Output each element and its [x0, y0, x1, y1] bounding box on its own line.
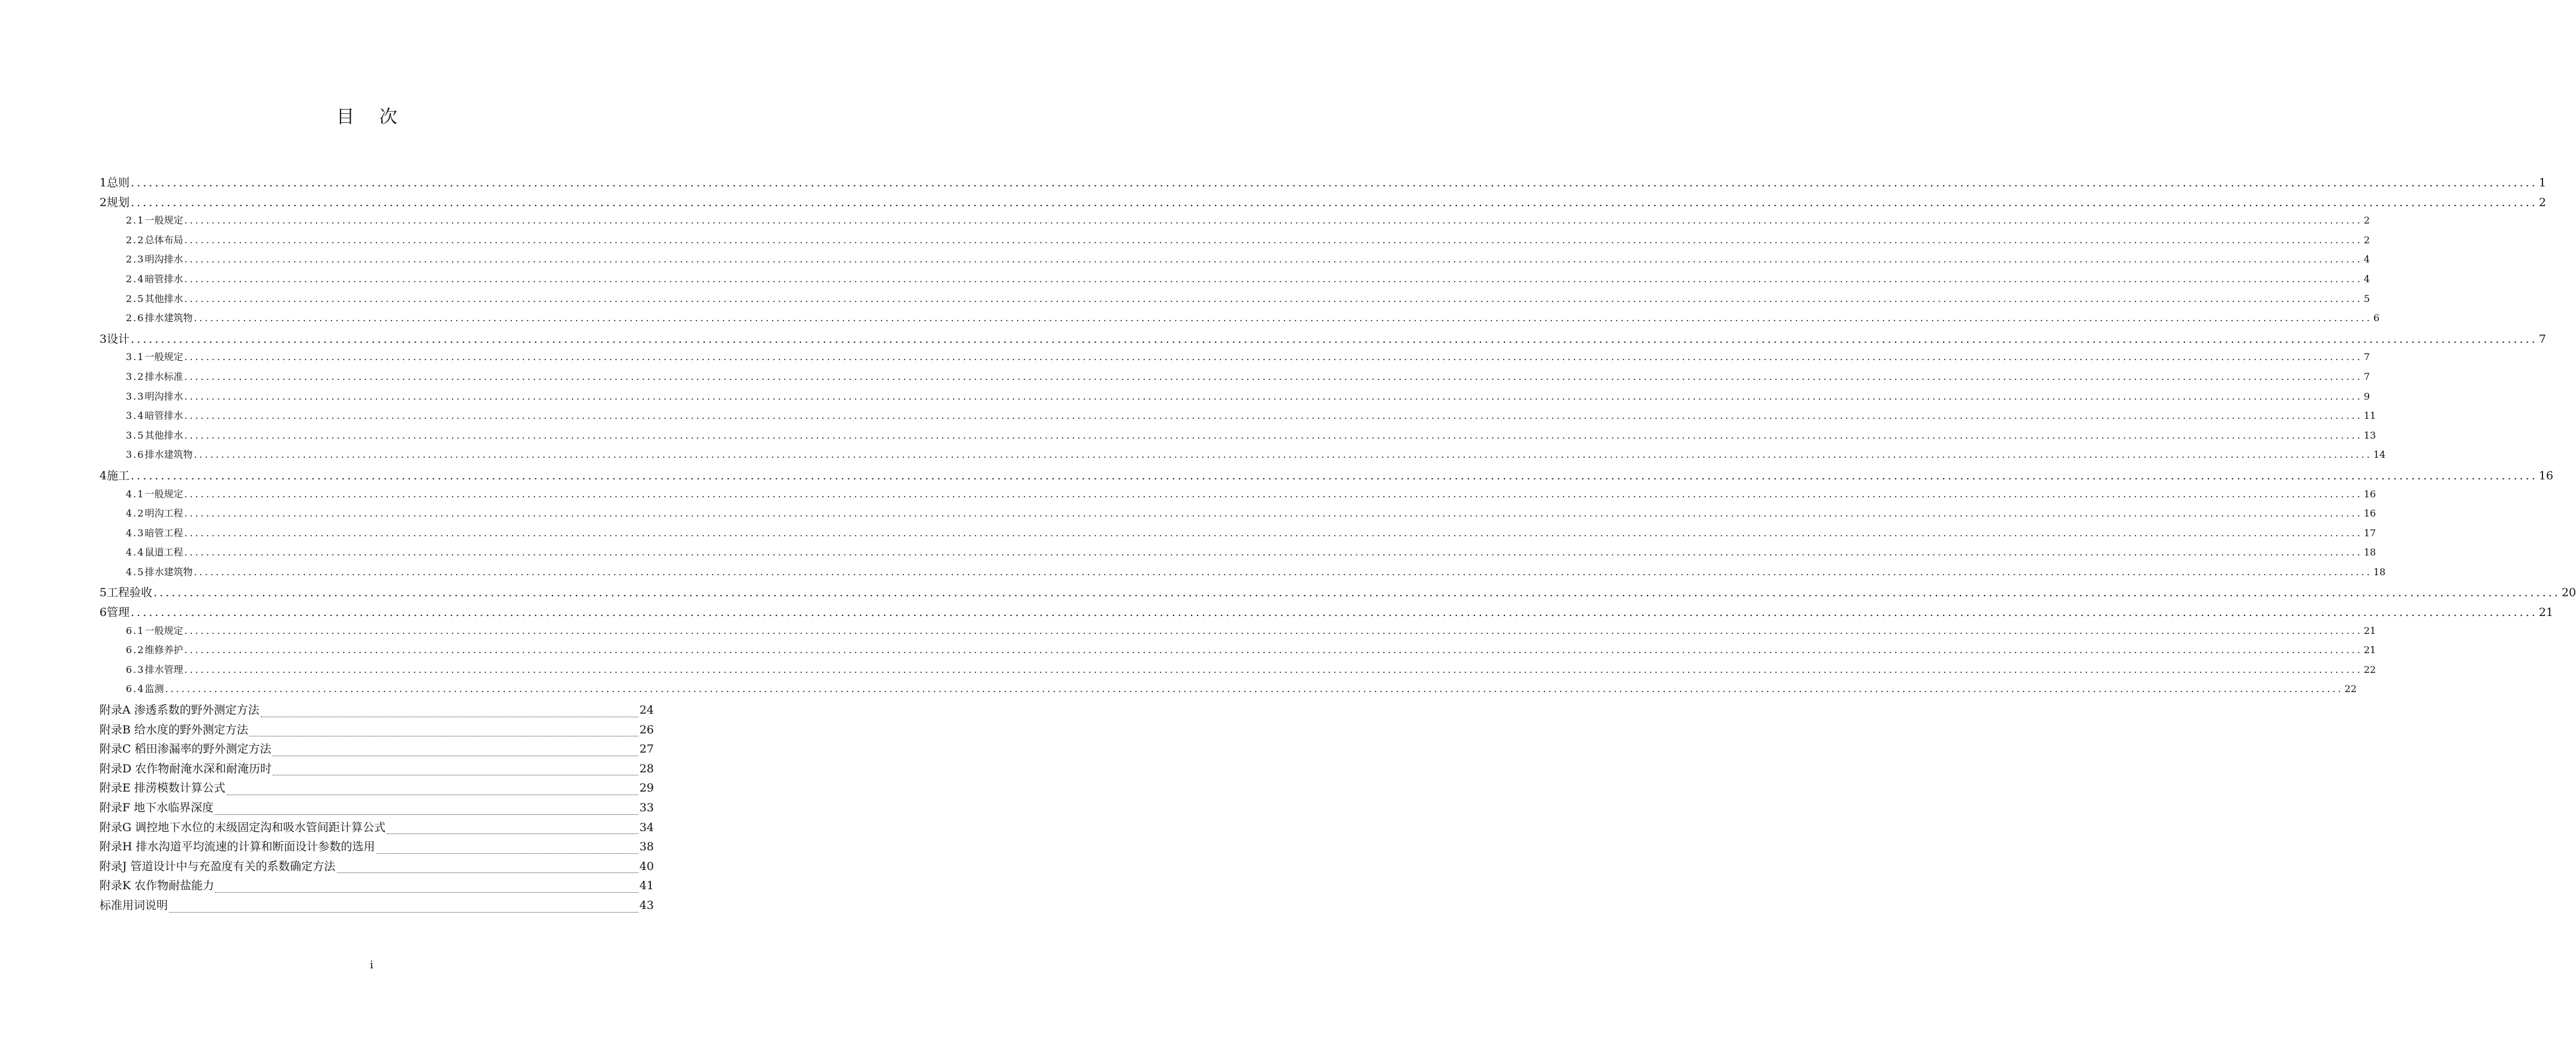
toc-entry[interactable]	[99, 506, 2376, 526]
toc-entry-title: 排水建筑物	[144, 449, 193, 461]
dot-leader	[169, 911, 638, 913]
dot-leader: ................................................................................................................................................................................................................................................................................................................................................................................................................	[184, 390, 2363, 402]
toc-entry[interactable]	[99, 330, 2547, 350]
toc-entry-number: 4.2	[126, 508, 145, 520]
toc-entry-title: 规划	[107, 195, 130, 209]
dot-leader: ................................................................................................................................................................................................................................................................................................................................................................................................................	[184, 253, 2363, 265]
toc-entry-title: 排水建筑物	[144, 312, 193, 324]
toc-entry-number: 2	[99, 195, 107, 209]
toc-entry-number: 4.5	[126, 566, 145, 578]
toc-entry-page: 16	[2363, 488, 2376, 500]
toc-entry-number: 2.5	[126, 292, 145, 304]
toc-entry-page: 21	[2363, 624, 2376, 636]
toc-entry-title: 明沟工程	[144, 508, 183, 520]
toc-entry-page: 16	[2538, 469, 2554, 482]
toc-entry[interactable]	[99, 213, 2370, 232]
toc-entry-title: 附录D 农作物耐淹水深和耐淹历时	[99, 762, 272, 775]
dot-leader: ................................................................................................................................................................................................................................................................................................................................................................................................................	[184, 663, 2363, 675]
toc-entry-title: 施工	[107, 469, 130, 482]
toc-entry-page: 7	[2363, 351, 2370, 363]
toc-entry[interactable]	[99, 799, 654, 819]
dot-leader: ................................................................................................................................................................................................................................................................................................................................................................................................................	[184, 292, 2363, 304]
toc-entry[interactable]	[99, 564, 2386, 584]
dot-leader: ................................................................................................................................................................................................................................................................................................................................................................................................................	[184, 370, 2363, 382]
toc-entry-title: 附录K 农作物耐盐能力	[99, 879, 215, 893]
dot-leader: ................................................................................................................................................................................................................................................................................................................................................................................................................	[194, 566, 2372, 578]
toc-entry-page: 2	[2363, 215, 2370, 226]
toc-entry-number: 1	[99, 176, 107, 189]
toc-entry-page: 4	[2363, 273, 2370, 285]
toc-entry-title: 排水标准	[144, 370, 183, 382]
dot-leader: ................................................................................................................................................................................................................................................................................................................................................................................................................	[131, 606, 2538, 620]
toc-entry[interactable]	[99, 291, 2370, 311]
toc-entry-title: 附录J 管道设计中与充盈度有关的系数确定方法	[99, 859, 336, 873]
dot-leader: ................................................................................................................................................................................................................................................................................................................................................................................................................	[131, 195, 2538, 209]
toc-entry[interactable]	[99, 740, 654, 760]
toc-entry-page: 16	[2363, 508, 2376, 520]
toc-entry[interactable]	[99, 174, 2547, 194]
dot-leader	[376, 853, 638, 854]
toc-entry-page: 22	[2363, 663, 2376, 675]
toc-entry[interactable]	[99, 721, 654, 741]
toc-entry-title: 明沟排水	[144, 390, 183, 402]
toc-entry-number: 3.6	[126, 449, 145, 461]
toc-entry-title: 其他排水	[144, 429, 183, 441]
toc-entry-page: 2	[2538, 195, 2547, 209]
toc-entry[interactable]	[99, 603, 2554, 623]
toc-entry[interactable]	[99, 447, 2386, 467]
toc-entry-title: 其他排水	[144, 292, 183, 304]
dot-leader: ................................................................................................................................................................................................................................................................................................................................................................................................................	[131, 176, 2538, 189]
dot-leader: ................................................................................................................................................................................................................................................................................................................................................................................................................	[194, 449, 2372, 461]
toc-entry-page: 11	[2363, 410, 2376, 422]
toc-entry-title: 鼠道工程	[144, 546, 183, 558]
toc-entry-page: 7	[2538, 332, 2547, 346]
dot-leader: ................................................................................................................................................................................................................................................................................................................................................................................................................	[184, 351, 2363, 363]
toc-entry[interactable]	[99, 662, 2376, 682]
dot-leader	[261, 716, 638, 717]
toc-entry[interactable]	[99, 642, 2376, 662]
dot-leader: ................................................................................................................................................................................................................................................................................................................................................................................................................	[184, 429, 2363, 441]
toc-entry-title: 附录A 渗透系数的野外测定方法	[99, 703, 260, 717]
toc-entry-page: 7	[2363, 370, 2370, 382]
toc-entry[interactable]	[99, 681, 2357, 701]
toc-entry-page: 20	[2561, 586, 2576, 600]
page-title: 目 次	[336, 107, 407, 128]
toc-entry-number: 4	[99, 469, 107, 482]
toc-entry-page: 40	[639, 859, 654, 873]
toc-entry-title: 附录E 排涝模数计算公式	[99, 781, 225, 795]
dot-leader	[273, 774, 638, 775]
dot-leader	[215, 814, 638, 815]
toc-entry[interactable]	[99, 389, 2370, 409]
toc-entry-number: 3.5	[126, 429, 145, 441]
toc-entry-page: 6	[2373, 312, 2380, 324]
toc-entry-page: 14	[2373, 449, 2386, 461]
toc-entry-page: 17	[2363, 527, 2376, 539]
toc-entry-number: 6.4	[126, 683, 145, 695]
toc-entry-page: 18	[2363, 546, 2376, 558]
toc-entry-title: 总则	[107, 176, 130, 189]
toc-entry[interactable]	[99, 467, 2554, 487]
dot-leader	[337, 872, 638, 873]
toc-entry-title: 管理	[107, 606, 130, 620]
toc-entry-page: 21	[2363, 644, 2376, 656]
toc-entry-page: 26	[639, 723, 654, 736]
toc-entry-page: 41	[639, 879, 654, 893]
toc-entry-number: 3.1	[126, 351, 145, 363]
toc-entry-title: 维修养护	[144, 644, 183, 656]
toc-entry-number: 3.3	[126, 390, 145, 402]
toc-entry-page: 4	[2363, 253, 2370, 265]
toc-entry[interactable]	[99, 194, 2547, 213]
toc-entry-title: 暗管工程	[144, 527, 183, 539]
dot-leader	[227, 794, 638, 795]
toc-entry[interactable]	[99, 252, 2370, 271]
toc-entry-page: 1	[2538, 176, 2547, 189]
toc-entry[interactable]	[99, 623, 2376, 643]
toc-entry-title: 排水建筑物	[144, 566, 193, 578]
dot-leader: ................................................................................................................................................................................................................................................................................................................................................................................................................	[184, 624, 2363, 636]
toc-entry-title: 附录H 排水沟道平均流速的计算和断面设计参数的选用	[99, 840, 375, 854]
toc-entry-title: 明沟排水	[144, 253, 183, 265]
toc-entry-number: 6.1	[126, 624, 145, 636]
dot-leader: ................................................................................................................................................................................................................................................................................................................................................................................................................	[184, 527, 2363, 539]
toc-entry[interactable]	[99, 232, 2370, 252]
dot-leader: ................................................................................................................................................................................................................................................................................................................................................................................................................	[184, 273, 2363, 285]
toc-entry-number: 5	[99, 586, 107, 600]
toc-entry[interactable]	[99, 487, 2376, 506]
dot-leader	[273, 755, 638, 756]
toc-entry-title: 暗管排水	[144, 410, 183, 422]
toc-entry-page: 28	[639, 762, 654, 775]
dot-leader: ................................................................................................................................................................................................................................................................................................................................................................................................................	[184, 215, 2363, 226]
toc-entry[interactable]	[99, 428, 2376, 448]
toc-entry-page: 18	[2373, 566, 2386, 578]
toc-entry-title: 总体布局	[144, 234, 183, 246]
page-number: i	[370, 959, 373, 971]
toc-entry[interactable]	[99, 310, 2380, 330]
toc-entry[interactable]	[99, 584, 2576, 603]
dot-leader: ................................................................................................................................................................................................................................................................................................................................................................................................................	[153, 586, 2560, 600]
toc-entry[interactable]	[99, 369, 2370, 389]
toc-entry-number: 2.6	[126, 312, 145, 324]
toc-entry[interactable]	[99, 857, 654, 877]
toc-entry[interactable]	[99, 271, 2370, 291]
dot-leader: ................................................................................................................................................................................................................................................................................................................................................................................................................	[184, 410, 2363, 422]
toc-entry[interactable]	[99, 779, 654, 799]
toc-entry[interactable]	[99, 408, 2376, 428]
toc-entry-title: 附录G 调控地下水位的末级固定沟和吸水管间距计算公式	[99, 820, 386, 834]
toc-entry-page: 2	[2363, 234, 2370, 246]
toc-entry-number: 6	[99, 606, 107, 620]
toc-entry-page: 24	[639, 703, 654, 717]
toc-entry-number: 4.1	[126, 488, 145, 500]
toc-entry[interactable]	[99, 819, 654, 838]
dot-leader: ................................................................................................................................................................................................................................................................................................................................................................................................................	[131, 469, 2538, 482]
toc-entry-number: 3.4	[126, 410, 145, 422]
toc-entry-page: 33	[639, 801, 654, 814]
toc-entry-page: 13	[2363, 429, 2376, 441]
toc-entry-page: 34	[639, 820, 654, 834]
toc-entry-title: 暗管排水	[144, 273, 183, 285]
toc-entry[interactable]	[99, 545, 2376, 564]
toc-entry-number: 3.2	[126, 370, 145, 382]
dot-leader: ................................................................................................................................................................................................................................................................................................................................................................................................................	[184, 644, 2363, 656]
dot-leader: ................................................................................................................................................................................................................................................................................................................................................................................................................	[184, 508, 2363, 520]
dot-leader: ................................................................................................................................................................................................................................................................................................................................................................................................................	[165, 683, 2343, 695]
toc-entry[interactable]	[99, 701, 654, 721]
toc-entry-title: 一般规定	[144, 624, 183, 636]
toc-entry-title: 监测	[144, 683, 164, 695]
toc-entry[interactable]	[99, 526, 2376, 545]
toc-entry-number: 6.2	[126, 644, 145, 656]
toc-entry-title: 附录F 地下水临界深度	[99, 801, 214, 814]
dot-leader: ................................................................................................................................................................................................................................................................................................................................................................................................................	[184, 546, 2363, 558]
toc-entry-number: 2.2	[126, 234, 145, 246]
toc-entry[interactable]	[99, 349, 2370, 369]
toc-entry[interactable]	[99, 838, 654, 857]
toc-entry-page: 43	[639, 898, 654, 912]
dot-leader: ................................................................................................................................................................................................................................................................................................................................................................................................................	[184, 488, 2363, 500]
toc-entry-page: 5	[2363, 292, 2370, 304]
toc-entry-page: 22	[2344, 683, 2357, 695]
toc-entry-title: 附录C 稻田渗漏率的野外测定方法	[99, 742, 272, 756]
toc-entry-title: 工程验收	[107, 586, 153, 600]
dot-leader	[249, 735, 638, 736]
toc-entry-number: 2.1	[126, 215, 145, 226]
toc-entry-title: 标准用词说明	[99, 898, 168, 912]
toc-entry-number: 2.3	[126, 253, 145, 265]
dot-leader: ................................................................................................................................................................................................................................................................................................................................................................................................................	[184, 234, 2363, 246]
toc-entry-title: 一般规定	[144, 488, 183, 500]
toc-entry-number: 4.4	[126, 546, 145, 558]
toc-entry[interactable]	[99, 896, 654, 916]
toc-entry-title: 排水管理	[144, 663, 183, 675]
dot-leader	[387, 833, 638, 834]
toc-entry-title: 附录B 给水度的野外测定方法	[99, 723, 249, 736]
toc-entry-page: 21	[2538, 606, 2554, 620]
table-of-contents	[99, 174, 2576, 916]
toc-entry-number: 6.3	[126, 663, 145, 675]
dot-leader: ................................................................................................................................................................................................................................................................................................................................................................................................................	[194, 312, 2372, 324]
toc-entry-page: 38	[639, 840, 654, 854]
toc-entry-number: 4.3	[126, 527, 145, 539]
toc-entry-title: 一般规定	[144, 215, 183, 226]
toc-entry-page: 29	[639, 781, 654, 795]
dot-leader	[215, 892, 638, 893]
toc-entry-number: 2.4	[126, 273, 145, 285]
toc-entry-title: 一般规定	[144, 351, 183, 363]
toc-entry-number: 3	[99, 332, 107, 346]
toc-entry[interactable]	[99, 760, 654, 780]
toc-entry-page: 9	[2363, 390, 2370, 402]
toc-entry[interactable]	[99, 877, 654, 896]
dot-leader: ................................................................................................................................................................................................................................................................................................................................................................................................................	[131, 332, 2538, 346]
toc-entry-page: 27	[639, 742, 654, 756]
toc-entry-title: 设计	[107, 332, 130, 346]
